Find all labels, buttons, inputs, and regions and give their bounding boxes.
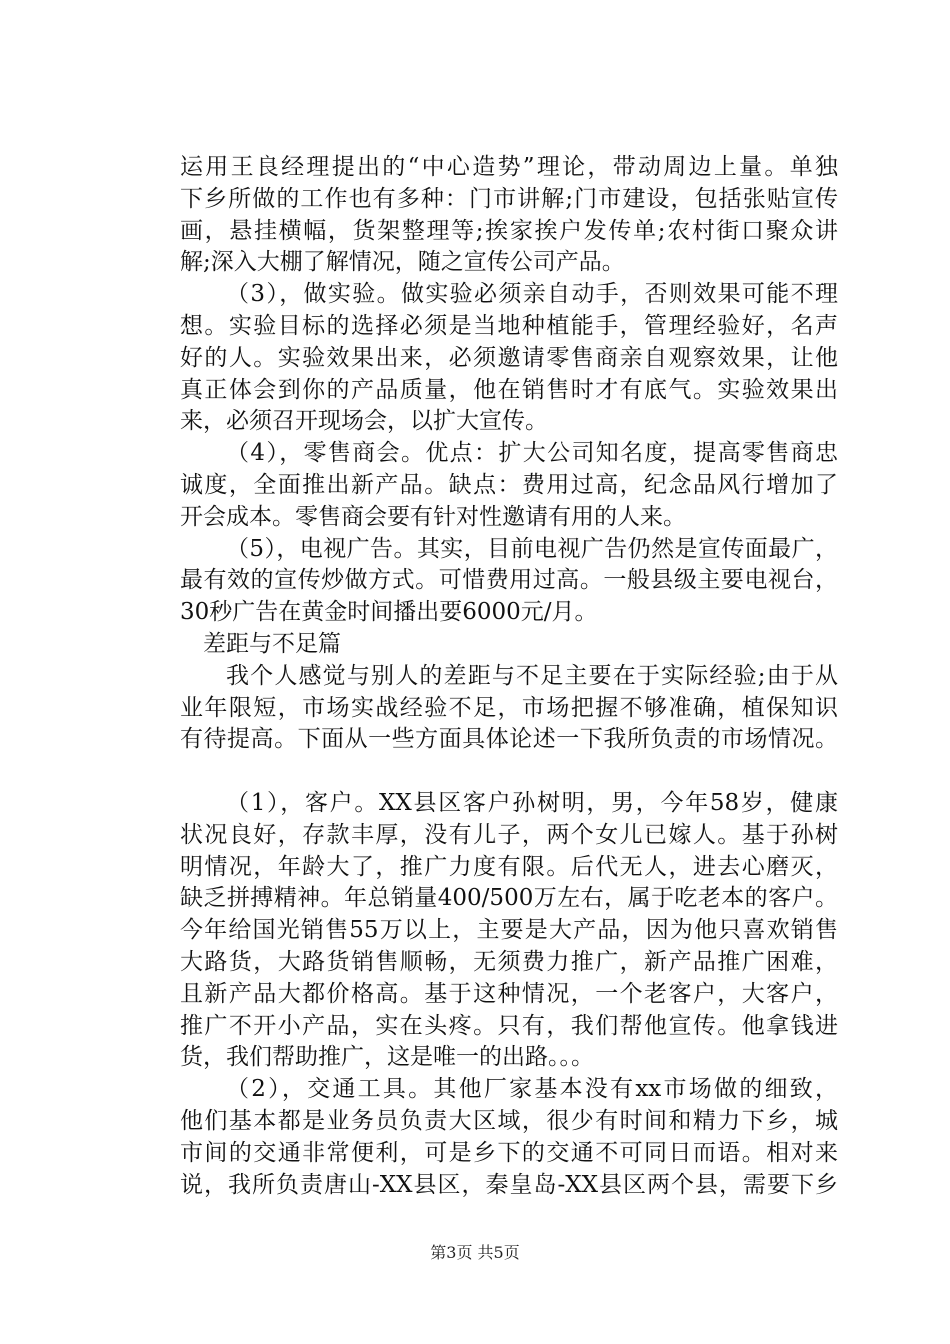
text-line: 最有效的宣传炒做方式。可惜费用过高。一般县级主要电视台， <box>180 567 838 594</box>
text-line: 状况良好，存款丰厚，没有儿子，两个女儿已嫁人。基于孙树 <box>180 821 838 848</box>
text-line: 画，悬挂横幅，货架整理等;挨家挨户发传单;农村街口聚众讲 <box>180 217 838 244</box>
blank-line <box>180 756 838 788</box>
text-line: 缺乏拼搏精神。年总销量400/500万左右，属于吃老本的客户。 <box>180 885 838 912</box>
text-line: 解;深入大棚了解情况，随之宣传公司产品。 <box>180 249 625 276</box>
text-line: 市间的交通非常便利，可是乡下的交通不可同日而语。相对来 <box>180 1139 838 1166</box>
text-line: 有待提高。下面从一些方面具体论述一下我所负责的市场情况。 <box>180 726 838 753</box>
text-line: 明情况，年龄大了，推广力度有限。后代无人，进去心磨灭， <box>180 853 838 880</box>
text-line: 说，我所负责唐山-XX县区，秦皇岛-XX县区两个县，需要下乡 <box>180 1171 838 1198</box>
text-line: 来，必须召开现场会，以扩大宣传。 <box>180 408 548 435</box>
text-line: 好的人。实验效果出来，必须邀请零售商亲自观察效果，让他 <box>180 344 838 371</box>
text-line: （5），电视广告。其实，目前电视广告仍然是宣传面最广， <box>226 535 838 562</box>
text-line: 下乡所做的工作也有多种：门市讲解;门市建设，包括张贴宣传 <box>180 185 838 212</box>
page-footer: 第3页 共5页 <box>430 1243 520 1262</box>
text-line: 货，我们帮助推广，这是唯一的出路。。。 <box>180 1044 594 1071</box>
document-body <box>180 152 838 1201</box>
text-line: 业年限短，市场实战经验不足，市场把握不够准确，植保知识 <box>180 694 838 721</box>
text-line: 今年给国光销售55万以上，主要是大产品，因为他只喜欢销售 <box>180 917 838 944</box>
text-line: 开会成本。零售商会要有针对性邀请有用的人来。 <box>180 503 686 530</box>
text-line: 真正体会到你的产品质量，他在销售时才有底气。实验效果出 <box>180 376 838 403</box>
text-line: 我个人感觉与别人的差距与不足主要在于实际经验;由于从 <box>226 662 838 689</box>
text-line: （3），做实验。做实验必须亲自动手，否则效果可能不理 <box>226 281 838 308</box>
text-line: 运用王良经理提出的“中心造势”理论，带动周边上量。单独 <box>180 154 838 180</box>
text-line: （1），客户。XX县区客户孙树明，男，今年58岁，健康 <box>226 789 838 816</box>
text-line: 推广不开小产品，实在头疼。只有，我们帮他宣传。他拿钱进 <box>180 1012 838 1039</box>
text-line: 差距与不足篇 <box>203 630 341 657</box>
text-line: 想。实验目标的选择必须是当地种植能手，管理经验好，名声 <box>180 312 838 339</box>
text-line: 他们基本都是业务员负责大区域，很少有时间和精力下乡，城 <box>180 1107 838 1134</box>
text-line: （4），零售商会。优点：扩大公司知名度，提高零售商忠 <box>226 440 838 467</box>
text-line: （2），交通工具。其他厂家基本没有xx市场做的细致， <box>226 1076 838 1103</box>
text-line: 30秒广告在黄金时间播出要6000元/月。 <box>180 599 598 626</box>
text-line: 大路货，大路货销售顺畅，无须费力推广，新产品推广困难， <box>180 948 838 975</box>
text-line: 诚度，全面推出新产品。缺点：费用过高，纪念品风行增加了 <box>180 471 838 498</box>
text-line: 且新产品大都价格高。基于这种情况，一个老客户，大客户， <box>180 980 838 1007</box>
